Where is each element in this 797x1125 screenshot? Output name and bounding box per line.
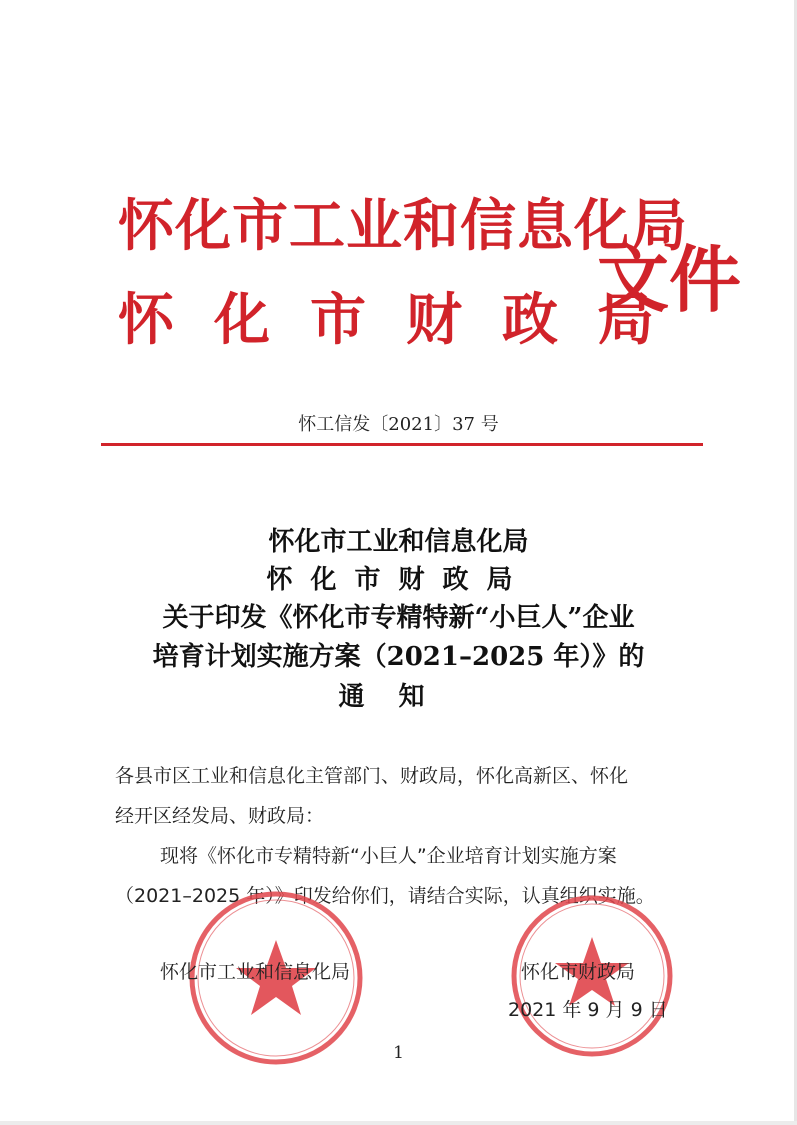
title-line-2: 怀化市财政局 [266,565,531,595]
body-paragraph-line-2: （2021–2025 年）》印发给你们，请结合实际，认真组织实施。 [115,885,655,907]
header-wenjian: 文件 [597,237,742,322]
signature-issuer-1: 怀化市工业和信息化局 [160,961,351,983]
addressee-line-1: 各县市区工业和信息化主管部门、财政局，怀化高新区、怀化 [115,765,629,787]
title-line-3: 关于印发《怀化市专精特新“小巨人”企业 [162,603,635,633]
title-line-1: 怀化市工业和信息化局 [268,527,529,557]
signature-issuer-2: 怀化市财政局 [521,961,636,983]
header-issuer-2: 怀化市财政局 [118,287,694,353]
title-line-5: 通知 [338,682,459,712]
body-paragraph-line-1: 现将《怀化市专精特新“小巨人”企业培育计划实施方案 [160,845,617,867]
addressee-line-2: 经开区经发局、财政局： [115,805,325,827]
red-divider-line [101,443,703,446]
page-bottom-shadow [0,1121,797,1125]
title-line-4: 培育计划实施方案（2021–2025 年）》的 [152,642,645,672]
issue-date: 2021 年 9 月 9 日 [508,999,668,1021]
page-number: 1 [393,1043,404,1063]
document-number: 怀工信发〔2021〕37 号 [298,414,499,435]
header-issuer-1: 怀化市工业和信息化局 [118,193,688,259]
